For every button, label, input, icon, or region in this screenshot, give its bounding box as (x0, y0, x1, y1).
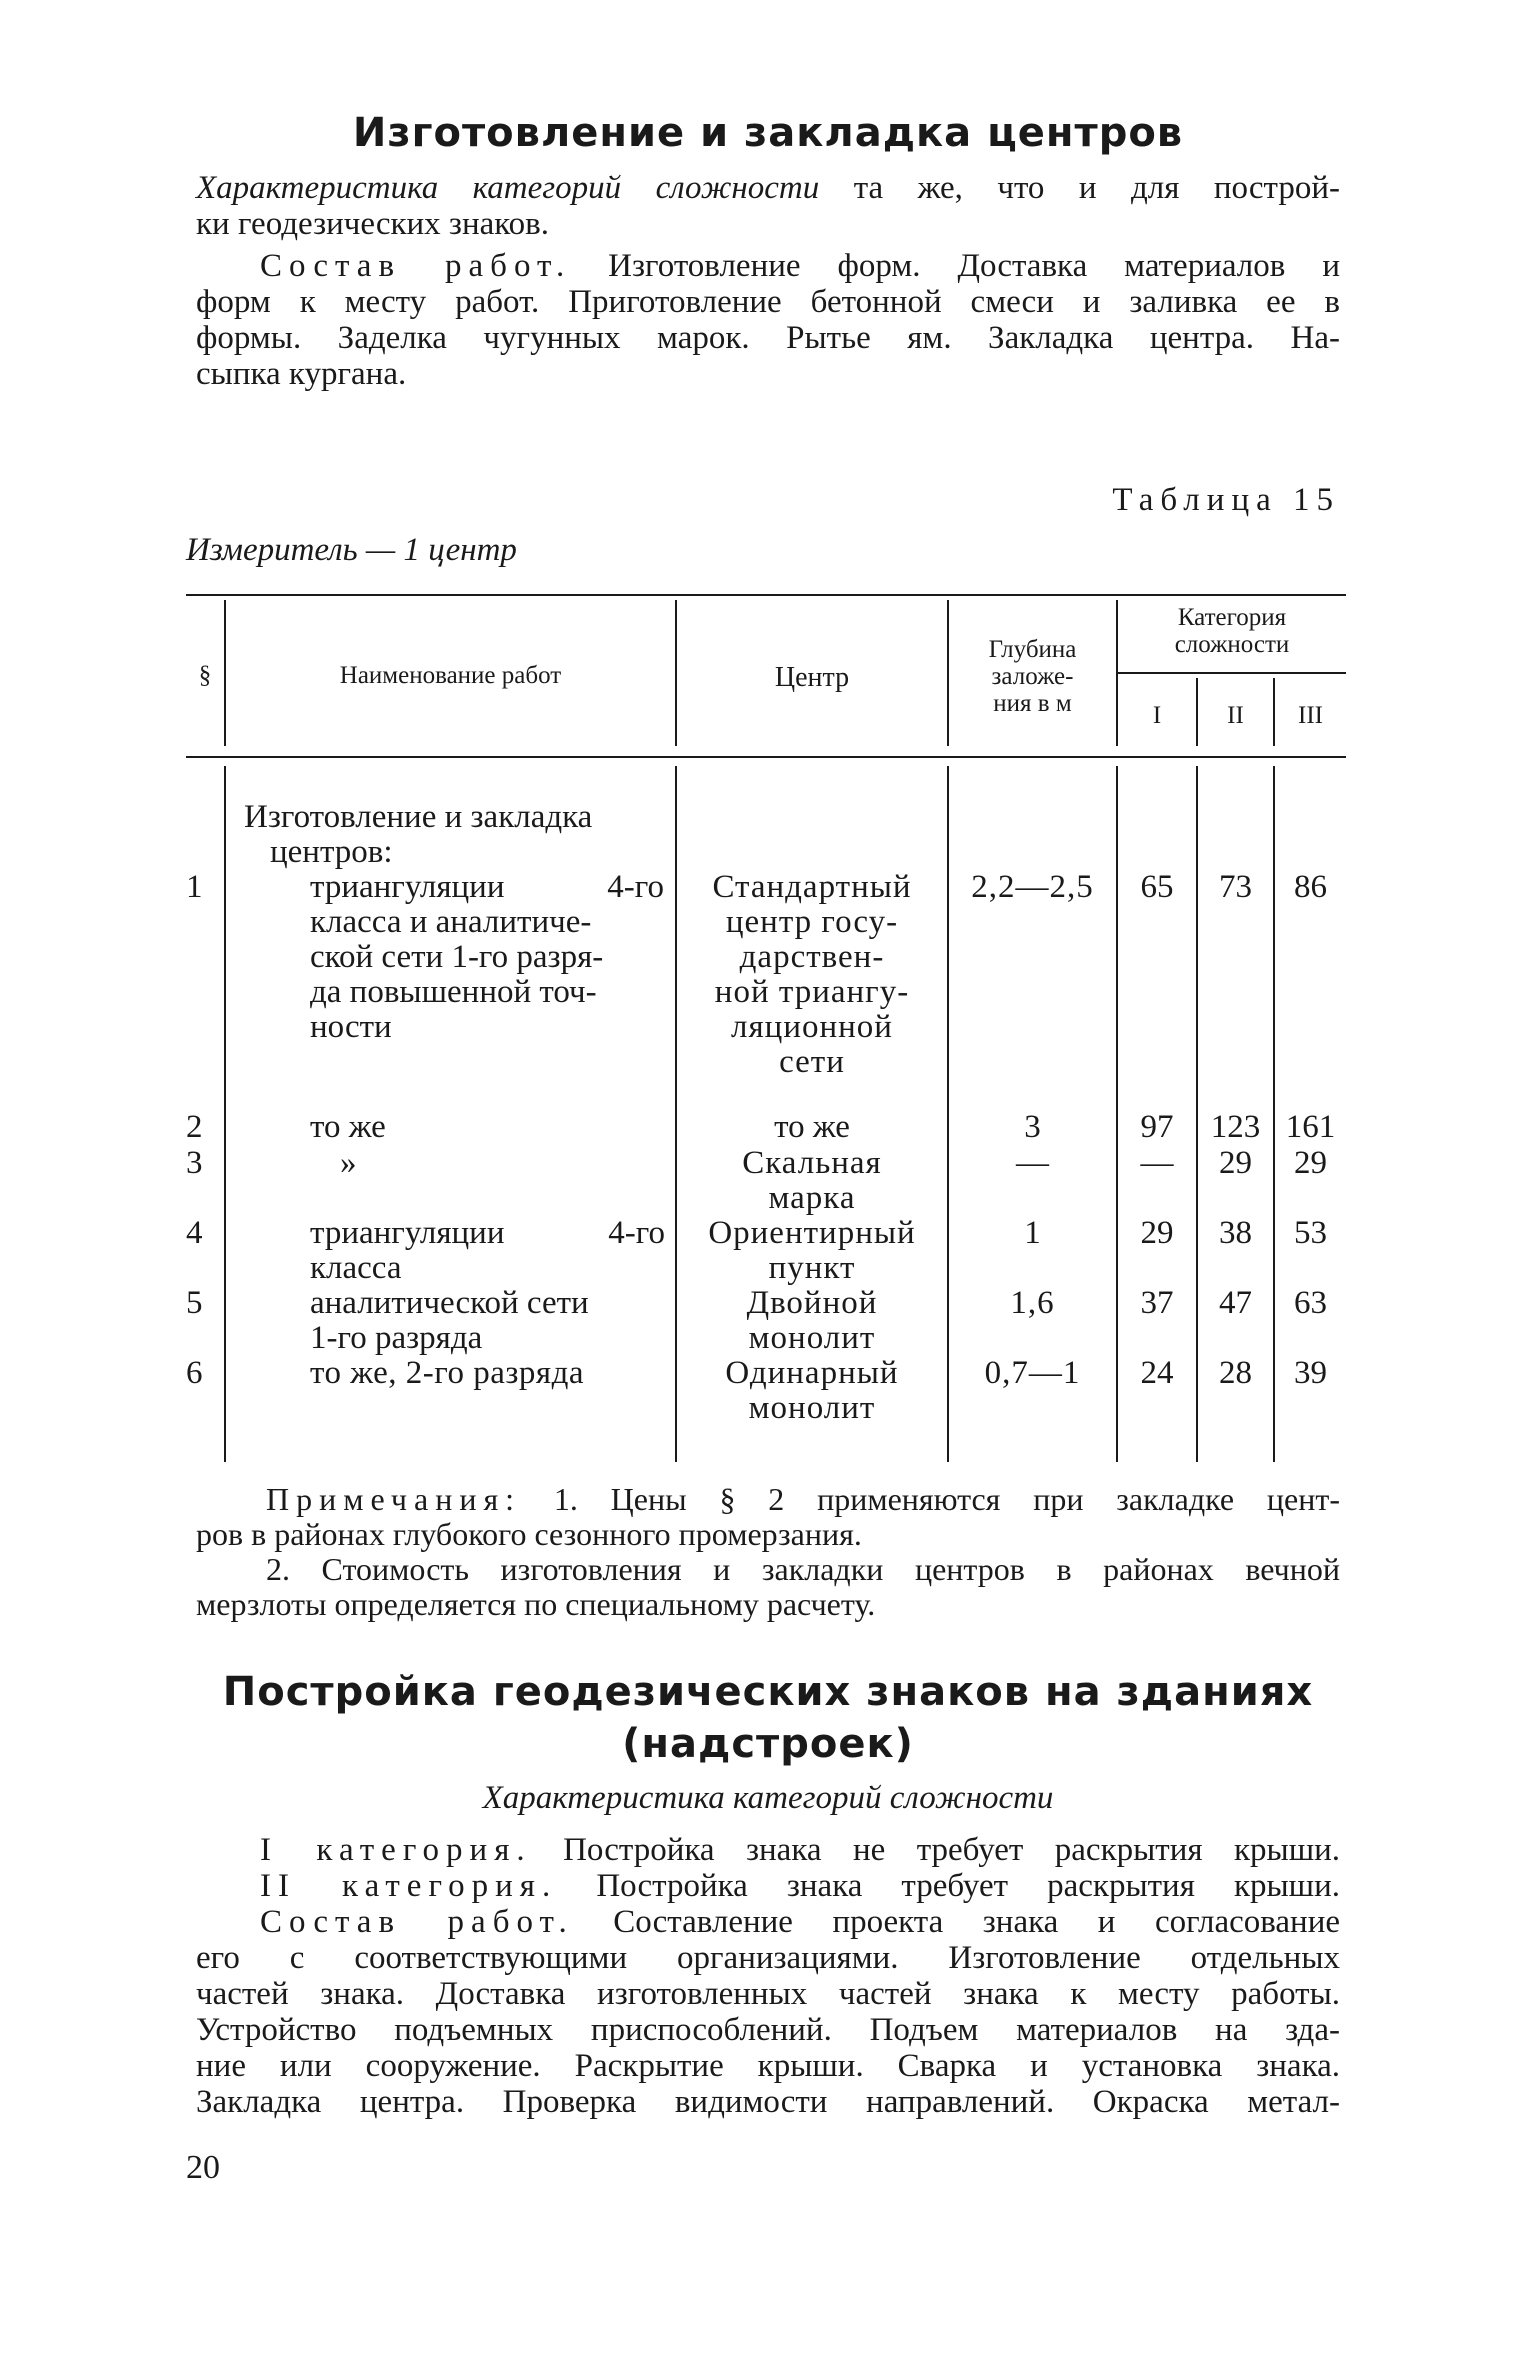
composition-line: Устройство подъемных приспособлений. Подъем материалов на зда- (196, 2012, 1340, 2048)
col-divider (224, 766, 226, 1462)
row-cat2: 123 (1210, 1109, 1261, 1145)
composition-line: сыпка кургана. (196, 356, 407, 392)
page-number: 20 (186, 2149, 220, 2186)
section2-title (0, 1666, 1536, 1770)
row-name: то же (310, 1109, 386, 1145)
center-line: центр госу- (725, 904, 899, 940)
name-line: да повышенной точ- (310, 974, 597, 1010)
name-line: центров: (270, 834, 393, 870)
row-depth: — (1016, 1145, 1049, 1181)
category-text: Постройка знака не требует раскрытия крыши. (531, 1832, 1341, 1868)
notes-line: 1. Цены § 2 применяются при закладке цент- (521, 1481, 1340, 1517)
header-category-group (1118, 604, 1346, 658)
header-cat2: II (1227, 702, 1244, 729)
center-line: монолит (748, 1390, 876, 1426)
name-line: триангуляции 4-го (310, 869, 664, 905)
notes-label: Примечания: (266, 1481, 522, 1517)
category-list (196, 1832, 1340, 2120)
row-cat1: 29 (1140, 1215, 1174, 1251)
row-num: 5 (186, 1285, 203, 1321)
header-depth-line: ния в м (993, 690, 1072, 717)
header-bottom-rule (186, 756, 1346, 758)
measure-unit: Измеритель — 1 центр (186, 532, 517, 568)
row-cat1: 37 (1140, 1285, 1174, 1321)
header-cat1: I (1152, 702, 1162, 729)
row-name: » (340, 1145, 357, 1181)
composition-label: Состав работ. (260, 1904, 574, 1940)
notes-line: ров в районах глубокого сезонного промерзания. (196, 1516, 862, 1552)
row-name (310, 1216, 665, 1286)
category-text: Постройка знака требует раскрытия крыши. (557, 1868, 1340, 1904)
row-name: то же, 2-го разряда (310, 1355, 584, 1391)
center-line: монолит (748, 1320, 876, 1356)
category-label: I категория. (260, 1832, 532, 1868)
row-center (677, 1216, 947, 1286)
row-num: 1 (186, 869, 203, 905)
intro-text: та же, что и для построй- (819, 170, 1340, 206)
center-line: дарствен- (739, 939, 885, 975)
row-cat3: 161 (1285, 1109, 1336, 1145)
composition-line: ние или сооружение. Раскрытие крыши. Сварка и установка знака. (196, 2048, 1340, 2084)
center-line: сети (779, 1044, 845, 1080)
header-depth-line: заложе- (991, 663, 1074, 690)
row-cat2: 29 (1219, 1145, 1252, 1181)
row-name (244, 800, 664, 1045)
composition-line: форм к месту работ. Приготовление бетонной смеси и заливка ее в (196, 284, 1340, 320)
header-name: Наименование работ (339, 662, 562, 689)
header-depth-line: Глубина (988, 636, 1077, 663)
name-line: 1-го разряда (310, 1320, 483, 1356)
center-line: ляционной (731, 1009, 893, 1045)
section2-title-line: Постройка геодезических знаков на зданиях (222, 1669, 1314, 1715)
row-center (677, 870, 947, 1080)
center-line: Ориентирный (708, 1215, 916, 1251)
intro-line: ки геодезических знаков. (196, 206, 549, 242)
row-center: то же (774, 1109, 850, 1145)
row-center (677, 1286, 947, 1356)
row-center (677, 1356, 947, 1426)
header-center: Центр (774, 662, 850, 693)
header-cat3: III (1298, 702, 1323, 729)
row-num: 3 (186, 1145, 203, 1181)
center-line: Двойной (746, 1285, 878, 1321)
center-line: марка (768, 1180, 856, 1216)
name-line: ности (310, 1009, 392, 1045)
row-depth: 3 (1024, 1109, 1041, 1145)
notes (196, 1482, 1340, 1622)
notes-line: мерзлоты определяется по специальному расчету. (196, 1586, 876, 1622)
row-cat1: 24 (1140, 1355, 1174, 1391)
row-cat3: 53 (1294, 1215, 1327, 1251)
row-num: 4 (186, 1215, 203, 1251)
row-cat2: 47 (1219, 1285, 1252, 1321)
intro-italic: Характеристика категорий сложности (196, 170, 820, 206)
composition-line: Составление проекта знака и согласование (573, 1904, 1340, 1940)
name-line: класса и аналитиче- (310, 904, 592, 940)
center-line: Одинарный (725, 1355, 899, 1391)
row-cat1: — (1140, 1145, 1174, 1181)
header-category-line: сложности (1174, 631, 1290, 658)
header-category-line: Категория (1177, 604, 1287, 631)
row-depth: 2,2—2,5 (971, 869, 1094, 905)
row-depth: 0,7—1 (984, 1355, 1081, 1391)
category-group-rule (1118, 672, 1346, 674)
composition-line: его с соответствующими организациями. Изготовление отдельных (196, 1940, 1340, 1976)
name-line: класса (310, 1250, 402, 1286)
center-line: Скальная (742, 1145, 882, 1181)
table-caption: Таблица 15 (1112, 482, 1340, 518)
row-cat2: 28 (1219, 1355, 1252, 1391)
row-depth: 1 (1024, 1215, 1041, 1251)
composition-label: Состав работ. (260, 248, 572, 284)
row-cat2: 38 (1219, 1215, 1252, 1251)
row-name (310, 1286, 670, 1356)
section2-subtitle: Характеристика категорий сложности (482, 1780, 1054, 1816)
row-num: 2 (186, 1109, 203, 1145)
table-top-rule (186, 594, 1346, 596)
row-cat3: 86 (1294, 869, 1327, 905)
name-line: триангуляции 4-го (310, 1215, 665, 1251)
name-line: Изготовление и закладка (244, 799, 593, 835)
center-line: ной триангу- (714, 974, 910, 1010)
row-cat3: 29 (1294, 1145, 1327, 1181)
row-cat3: 63 (1294, 1285, 1327, 1321)
category-label: II категория. (260, 1868, 558, 1904)
row-cat2: 73 (1219, 869, 1252, 905)
composition-line: частей знака. Доставка изготовленных частей знака к месту работы. (196, 1976, 1340, 2012)
row-center (677, 1146, 947, 1216)
name-line: аналитической сети (310, 1285, 589, 1321)
row-cat1: 97 (1140, 1109, 1174, 1145)
center-line: Стандартный (712, 869, 912, 905)
header-depth (949, 636, 1116, 717)
section2-title-line: (надстроек) (622, 1721, 914, 1767)
section-title: Изготовление и закладка центров (352, 110, 1184, 156)
composition-line: Закладка центра. Проверка видимости направлений. Окраска метал- (196, 2084, 1340, 2120)
header-num: § (198, 662, 212, 689)
notes-line: 2. Стоимость изготовления и закладки центров в районах вечной (266, 1551, 1340, 1587)
row-cat3: 39 (1294, 1355, 1327, 1391)
composition-line: Изготовление форм. Доставка материалов и (571, 248, 1340, 284)
row-cat1: 65 (1140, 869, 1174, 905)
row-num: 6 (186, 1355, 203, 1391)
name-line: ской сети 1-го разря- (310, 939, 604, 975)
center-line: пункт (768, 1250, 856, 1286)
row-depth: 1,6 (1010, 1285, 1055, 1321)
composition-line: формы. Заделка чугунных марок. Рытье ям. Закладка центра. На- (196, 320, 1340, 356)
